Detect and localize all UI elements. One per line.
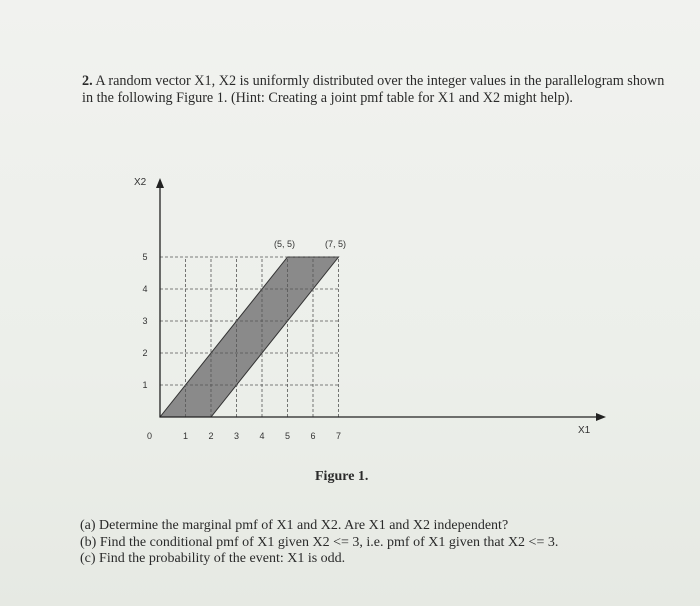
figure-1	[120, 168, 620, 463]
parallelogram-region	[160, 257, 339, 417]
y-tick-label: 1	[142, 380, 148, 390]
y-axis-label: X2	[134, 177, 147, 188]
vertex-label: (7, 5)	[324, 239, 347, 249]
parallelogram-plot	[120, 168, 620, 458]
y-tick-label: 3	[142, 316, 148, 326]
problem-number: 2.	[82, 73, 93, 89]
y-tick-label: 4	[142, 284, 148, 294]
question-c: (c) Find the probability of the event: X1 is odd.	[80, 551, 346, 566]
x-axis-arrow-icon	[596, 413, 606, 421]
question-b: (b) Find the conditional pmf of X1 given X2 <= 3, i.e. pmf of X1 given that X2 <= 3.	[80, 534, 559, 550]
origin-label: 0	[147, 431, 153, 441]
y-axis-arrow-icon	[156, 178, 164, 188]
x-tick-label: 6	[310, 431, 316, 441]
vertex-label: (5, 5)	[273, 239, 296, 249]
x-tick-label: 5	[284, 431, 291, 441]
figure-caption: Figure 1.	[315, 469, 369, 484]
x-axis-label: X1	[578, 425, 591, 436]
y-tick-label: 2	[142, 348, 148, 358]
problem-statement	[82, 73, 672, 107]
y-tick-label: 5	[142, 252, 148, 262]
x-tick-label: 1	[182, 431, 189, 441]
x-tick-label: 2	[208, 431, 214, 441]
x-tick-label: 4	[259, 431, 265, 441]
problem-text: A random vector X1, X2 is uniformly distributed over the integer values in the parallelogram shown in the following Figure 1. (Hint: Creating a joint pmf table for X1 and X2 might help).	[82, 73, 665, 106]
question-list	[80, 518, 680, 568]
x-tick-label: 7	[335, 431, 342, 441]
x-tick-label: 3	[233, 431, 240, 441]
question-a: (a) Determine the marginal pmf of X1 and X2. Are X1 and X2 independent?	[80, 518, 509, 533]
